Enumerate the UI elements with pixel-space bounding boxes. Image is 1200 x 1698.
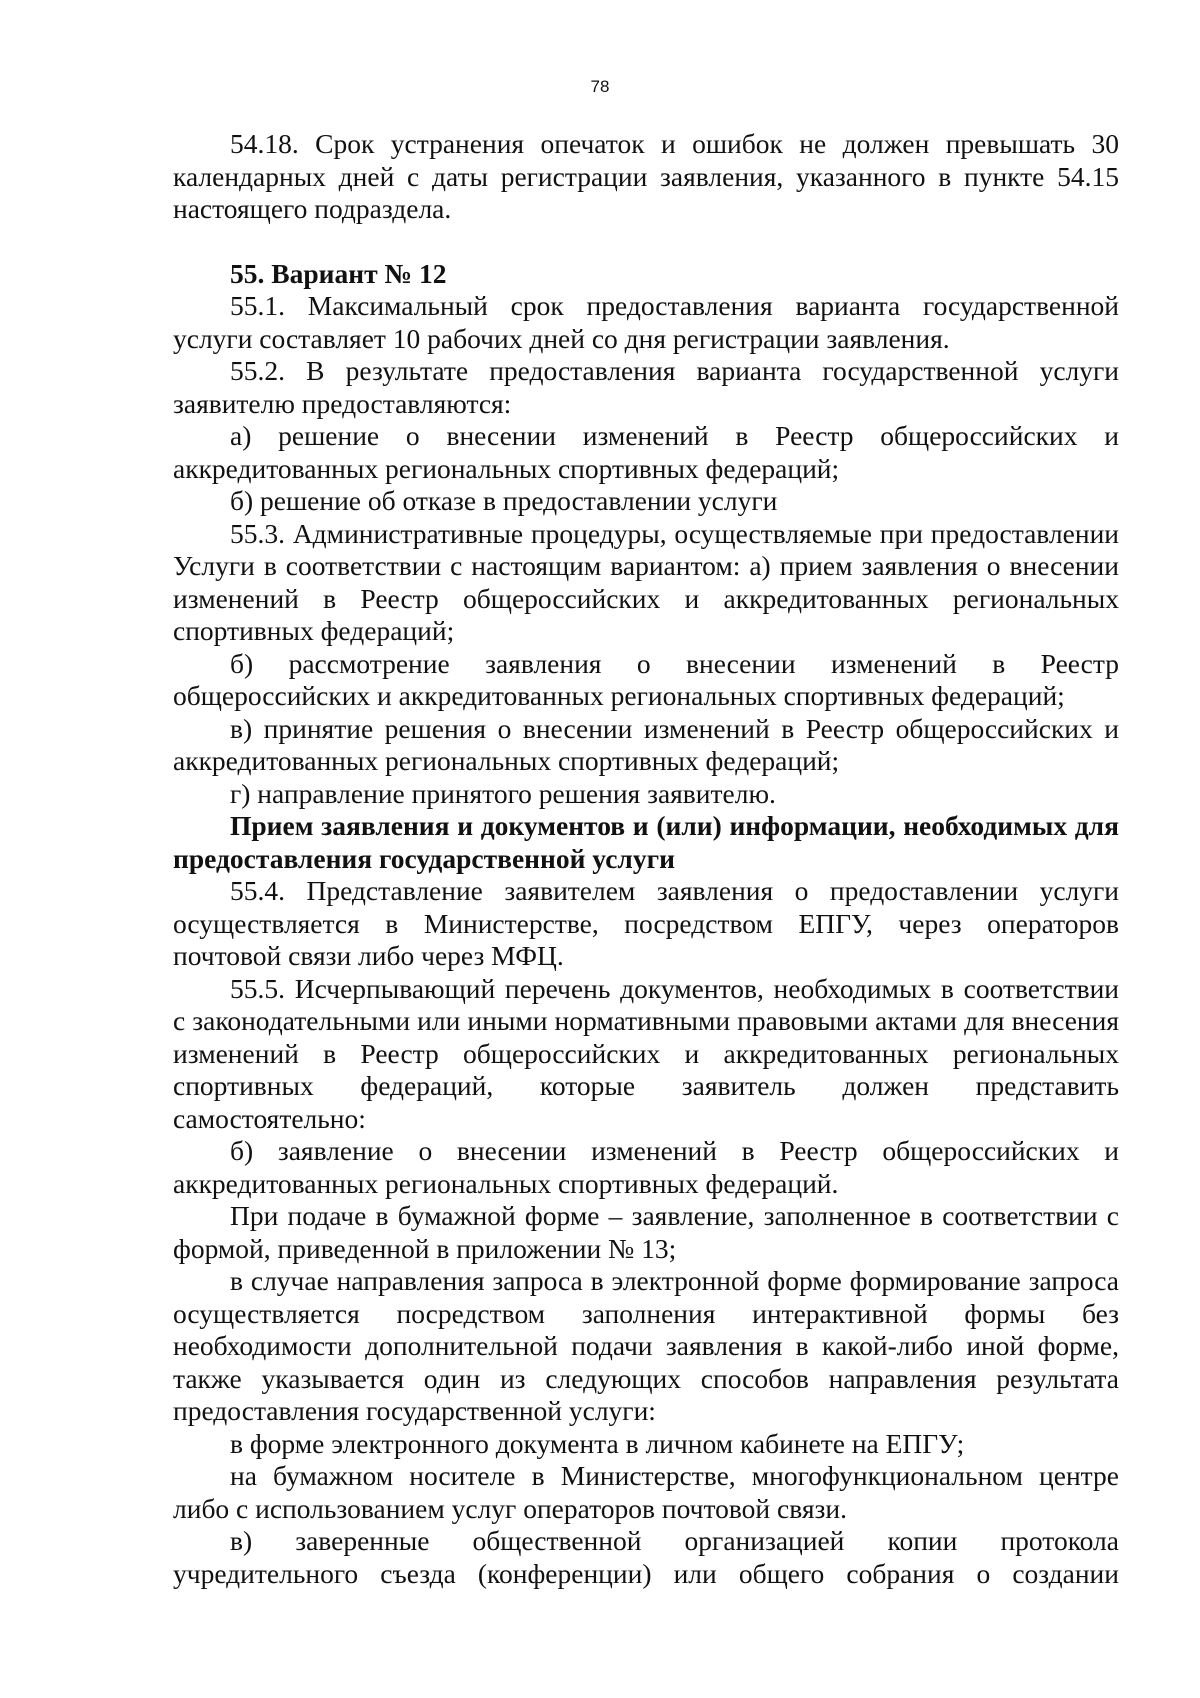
heading-application-intake: Прием заявления и документов и (или) информации, необходимых для предоставления государственной услуги [173, 810, 1119, 874]
paragraph-54-18: 54.18. Срок устранения опечаток и ошибок не должен превышать 30 календарных дней с даты регистрации заявления, указанного в пункте 54.15 настоящего подраздела. [173, 128, 1119, 224]
paragraph-55-2-a: а) решение о внесении изменений в Реестр общероссийских и аккредитованных региональных спортивных федераций; [173, 420, 1119, 484]
paragraph-electronic-form: в случае направления запроса в электронной форме формирование запроса осуществляется посредством заполнения интерактивной формы без необходимости дополнительной подачи заявления в какой-либо иной форме, также указывается один из следующих способов направления результата предоставления государственной услуги: [173, 1265, 1119, 1426]
paragraph-55-5-v: в) заверенные общественной организацией копии протокола учредительного съезда (конференции) или общего собрания о создании [173, 1525, 1119, 1589]
paragraph-55-2-b: б) решение об отказе в предоставлении услуги [230, 485, 778, 516]
paragraph-55-3-b: б) рассмотрение заявления о внесении изменений в Реестр общероссийских и аккредитованных региональных спортивных федераций; [173, 647, 1119, 711]
page-number: 78 [590, 77, 610, 96]
paragraph-55-3: 55.3. Административные процедуры, осуществляемые при предоставлении Услуги в соответствии с настоящим вариантом: а) прием заявления о внесении изменений в Реестр общероссийских и аккредитованных региональных спортивных федераций; [173, 517, 1119, 646]
paragraph-55-1: 55.1. Максимальный срок предоставления варианта государственной услуги составляет 10 рабочих дней со дня регистрации заявления. [173, 290, 1119, 354]
heading-variant-12: 55. Вариант № 12 [230, 257, 447, 289]
paragraph-55-3-g: г) направление принятого решения заявителю. [230, 777, 776, 809]
paragraph-epgu-cabinet: в форме электронного документа в личном кабинете на ЕПГУ; [230, 1427, 965, 1459]
blank-line [173, 226, 1119, 258]
document-body [173, 128, 1119, 1590]
paragraph-55-3-v: в) принятие решения о внесении изменений в Реестр общероссийских и аккредитованных региональных спортивных федераций; [173, 712, 1119, 776]
paragraph-paper-carrier: на бумажном носителе в Министерстве, многофункциональном центре либо с использованием услуг операторов почтовой связи. [173, 1460, 1119, 1524]
paragraph-55-4: 55.4. Представление заявителем заявления о предоставлении услуги осуществляется в Министерстве, посредством ЕПГУ, через операторов почтовой связи либо через МФЦ. [173, 875, 1119, 971]
paragraph-paper-form: При подаче в бумажной форме – заявление, заполненное в соответствии с формой, приведенной в приложении № 13; [173, 1200, 1119, 1264]
paragraph-55-2: 55.2. В результате предоставления варианта государственной услуги заявителю предоставляются: [173, 355, 1119, 419]
paragraph-55-5: 55.5. Исчерпывающий перечень документов, необходимых в соответствии с законодательными или иными нормативными правовыми актами для внесения изменений в Реестр общероссийских и аккредитованных региональных спортивных федераций, которые заявитель должен представить самостоятельно: [173, 972, 1119, 1134]
paragraph-55-5-b: б) заявление о внесении изменений в Реестр общероссийских и аккредитованных региональных спортивных федераций. [173, 1135, 1119, 1199]
